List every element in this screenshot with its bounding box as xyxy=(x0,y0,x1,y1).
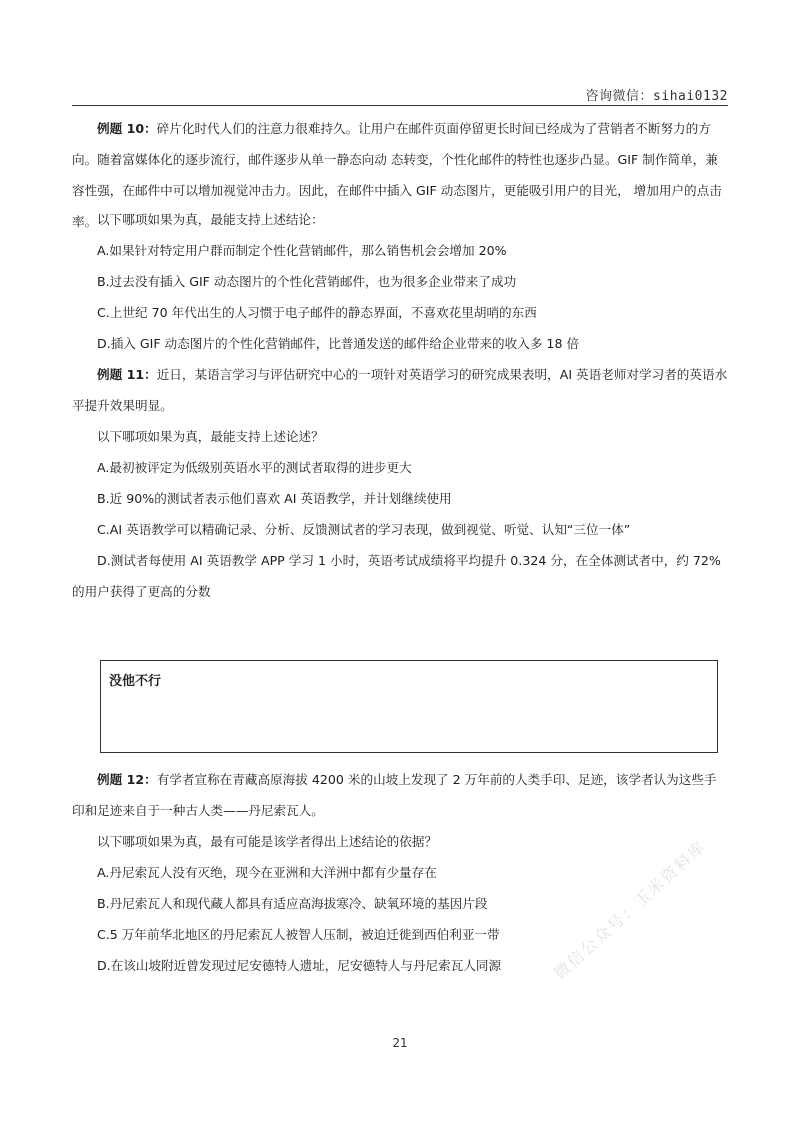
q12-stem xyxy=(72,764,728,826)
q10-prompt: 以下哪项如果为真，最能支持上述结论： xyxy=(97,212,324,227)
q11-option-c: C.AI 英语教学可以精确记录、分析、反馈测试者的学习表现，做到视觉、听觉、认知“三位一体” xyxy=(97,522,631,537)
q11-stem xyxy=(72,359,728,421)
q10-option-b: B.过去没有插入 GIF 动态图片的个性化营销邮件，也为很多企业带来了成功 xyxy=(97,274,517,289)
q10-stem-text: 碎片化时代人们的注意力很难持久。让用户在邮件页面停留更长时间已经成为了营销者不断努力的方向。随着富媒体化的逐步流行，邮件逐步从单一静态向动 态转变，个性化邮件的特性也逐步凸显。GIF 制作简单，兼容性强，在邮件中可以增加视觉冲击力。因此，在邮件中插入 GIF 动态图片，更能吸引用户的目光， 增加用户的点击率。 xyxy=(72,121,722,229)
q12-option-d: D.在该山坡附近曾发现过尼安德特人遗址，尼安德特人与丹尼索瓦人同源 xyxy=(97,958,502,973)
q11-option-d: D.测试者每使用 AI 英语教学 APP 学习 1 小时，英语考试成绩将平均提升 0.324 分，在全体测试者中，约 72%的用户获得了更高的分数 xyxy=(72,553,721,599)
q12-stem-text: 有学者宣称在青藏高原海拔 4200 米的山坡上发现了 2 万年前的人类手印、足迹，该学者认为这些手印和足迹来自于一种古人类——丹尼索瓦人。 xyxy=(72,772,717,818)
q12-label: 例题 12： xyxy=(97,772,157,787)
q12-option-a: A.丹尼索瓦人没有灭绝，现今在亚洲和大洋洲中都有少量存在 xyxy=(97,865,437,880)
note-box xyxy=(100,660,718,753)
q10-option-d: D.插入 GIF 动态图片的个性化营销邮件，比普通发送的邮件给企业带来的收入多 18 倍 xyxy=(97,336,580,351)
q11-label: 例题 11： xyxy=(97,367,157,382)
q12-prompt: 以下哪项如果为真，最有可能是该学者得出上述结论的依据？ xyxy=(97,834,438,849)
q12-option-b: B.丹尼索瓦人和现代藏人都具有适应高海拔寒冷、缺氧环境的基因片段 xyxy=(97,896,488,911)
note-box-title: 没他不行 xyxy=(109,674,162,689)
q10-label: 例题 10： xyxy=(97,121,157,136)
q10-option-a: A.如果针对特定用户群而制定个性化营销邮件，那么销售机会会增加 20% xyxy=(97,243,507,258)
q11-prompt: 以下哪项如果为真，最能支持上述论述？ xyxy=(97,429,324,444)
q12-option-c: C.5 万年前华北地区的丹尼索瓦人被智人压制，被迫迁徙到西伯利亚一带 xyxy=(97,927,500,942)
header-rule xyxy=(72,105,728,106)
q11-option-b: B.近 90%的测试者表示他们喜欢 AI 英语教学，并计划继续使用 xyxy=(97,491,452,506)
q11-option-a: A.最初被评定为低级别英语水平的测试者取得的进步更大 xyxy=(97,460,412,475)
watermark: 微信公众号：玉米资料库 xyxy=(550,836,710,984)
page-number: 21 xyxy=(392,1036,408,1050)
q11-stem-text: 近日，某语言学习与评估研究中心的一项针对英语学习的研究成果表明，AI 英语老师对学习者的英语水平提升效果明显。 xyxy=(72,367,728,413)
header-contact: 咨询微信：sihai0132 xyxy=(585,89,728,104)
q10-option-c: C.上世纪 70 年代出生的人习惯于电子邮件的静态界面，不喜欢花里胡哨的东西 xyxy=(97,305,537,320)
